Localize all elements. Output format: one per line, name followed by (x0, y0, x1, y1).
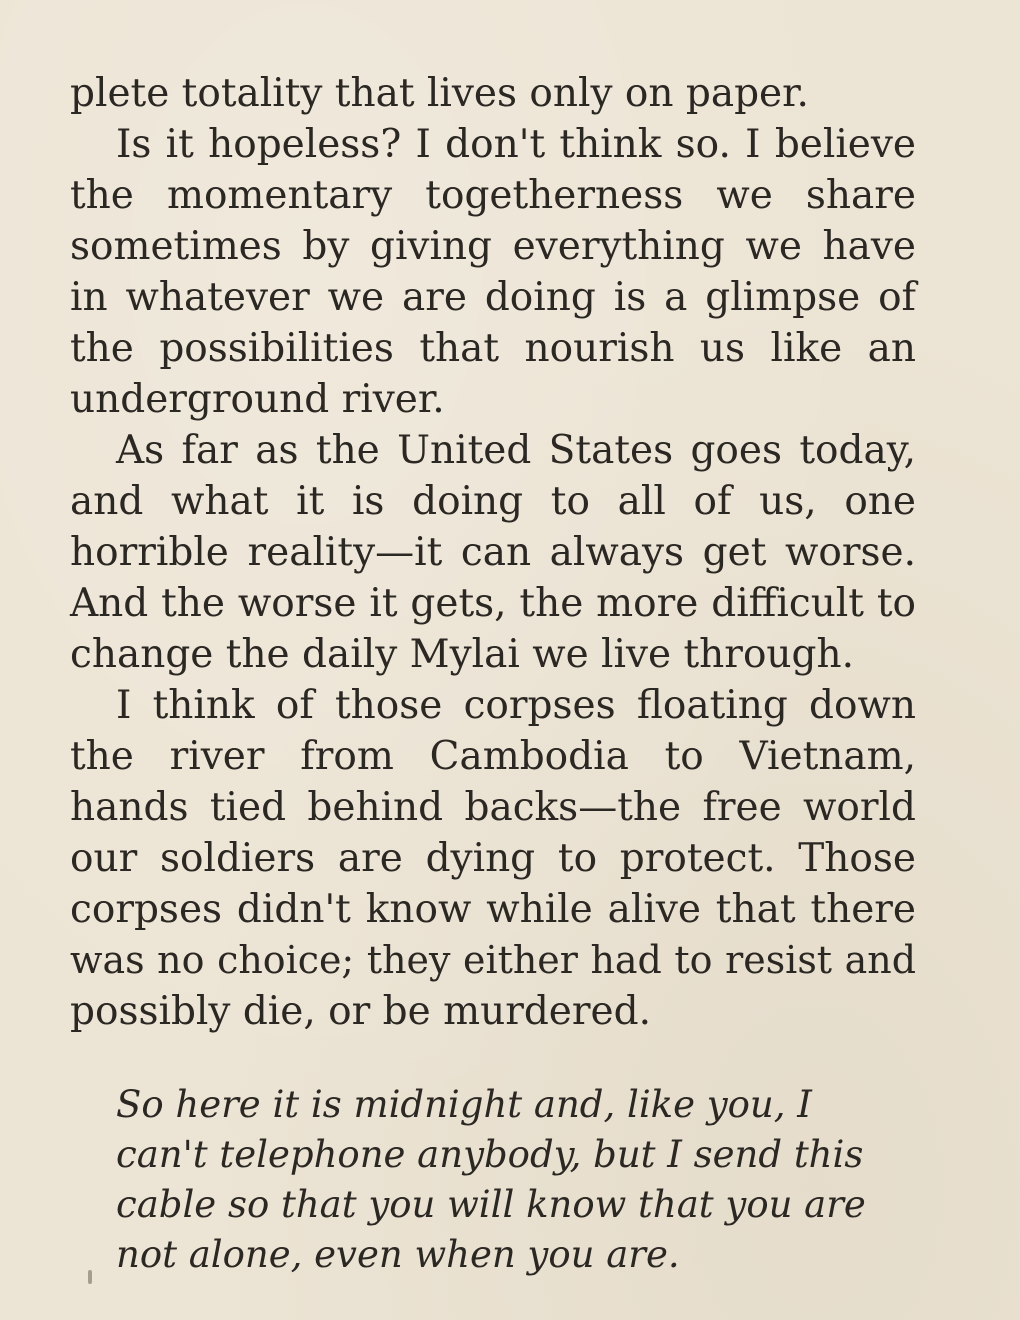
text-line: the possibilities that nourish us like an (70, 326, 916, 371)
text-line: sometimes by giving everything we have (70, 224, 916, 269)
text-line: in whatever we are doing is a glimpse of (70, 275, 916, 320)
text-line: possibly die, or be murdered. (70, 989, 651, 1034)
text-line: horrible reality—it can always get worse. (70, 530, 916, 575)
cable-line: cable so that you will know that you are (116, 1183, 866, 1226)
text-line: the momentary togetherness we share (70, 173, 916, 218)
text-line: change the daily Mylai we live through. (70, 632, 855, 677)
body-text (70, 68, 916, 1037)
text-line: hands tied behind backs—the free world (70, 785, 916, 830)
cable-line: can't telephone anybody, but I send this (116, 1133, 864, 1176)
cable-line: not alone, even when you are. (116, 1233, 680, 1276)
text-line: I think of those corpses floating down (116, 683, 916, 728)
text-line: the river from Cambodia to Vietnam, (70, 734, 916, 779)
text-line: was no choice; they either had to resist and (70, 938, 916, 982)
text-line: Is it hopeless? I don't think so. I believe (116, 122, 916, 167)
text-line: and what it is doing to all of us, one (70, 479, 916, 524)
text-line: plete totality that lives only on paper. (70, 71, 809, 116)
text-line: corpses didn't know while alive that there (70, 887, 916, 932)
text-line: underground river. (70, 377, 445, 422)
paper-speck (88, 1270, 92, 1284)
text-line: And the worse it gets, the more difficult to (70, 581, 916, 626)
text-line: As far as the United States goes today, (116, 428, 916, 473)
cable-line: So here it is midnight and, like you, I (116, 1083, 812, 1126)
text-line: our soldiers are dying to protect. Those (70, 836, 916, 881)
cable-message (116, 1080, 916, 1280)
